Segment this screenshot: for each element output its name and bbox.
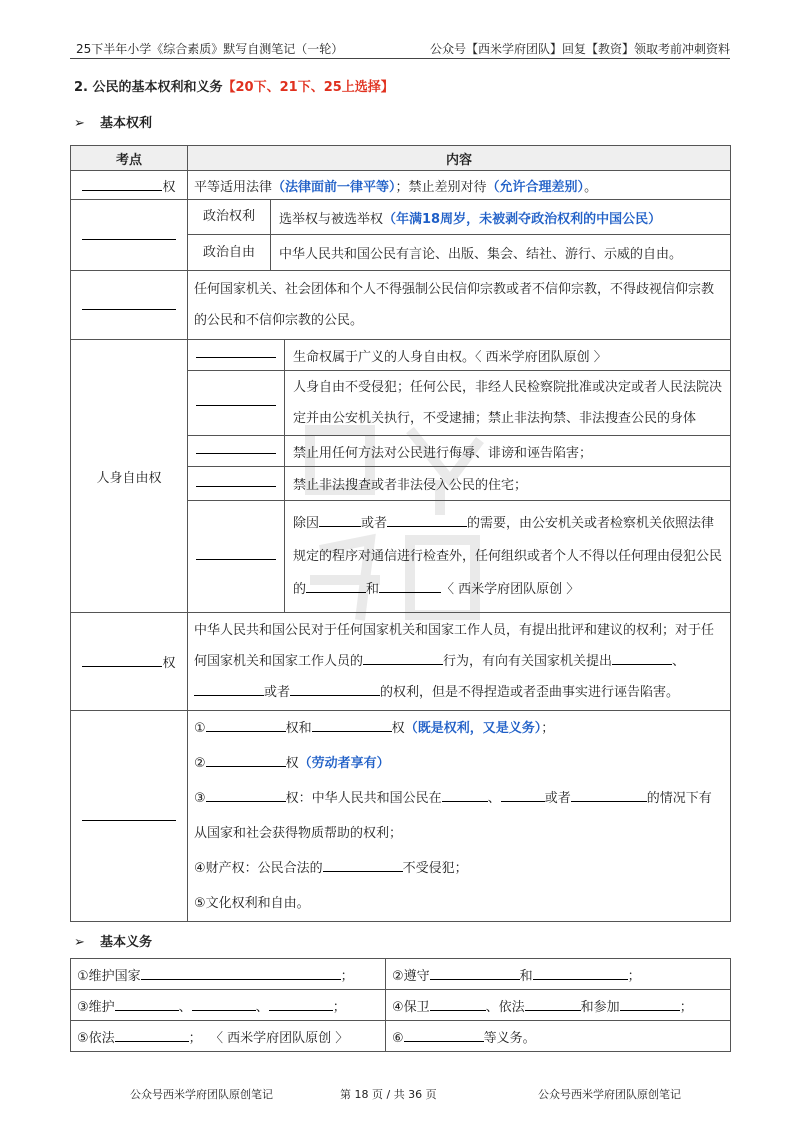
note-text: （允许合理差别） [486,179,585,195]
content-text: 人身自由不受侵犯；任何公民，非经人民检察院批准或决定或者人民法院决定并由公安机关执行，不受逮捕；禁止非法拘禁、非法搜查公民的身体 [293,380,723,426]
answer-blank[interactable] [269,998,333,1011]
footer-right: 公众号西米学府团队原创笔记 [538,1088,681,1101]
table-row [71,171,731,200]
duty-cell [386,959,731,990]
arrow-right-icon: ➢ [74,935,85,950]
text-part: 〈 西米学府团队原创 〉 [209,1030,349,1046]
text-part: ④保卫 [392,999,430,1015]
sub-row-political-rights [188,200,730,234]
section-title [74,76,394,95]
content-cell [188,613,731,711]
answer-blank[interactable] [115,998,179,1011]
answer-blank[interactable] [387,514,467,527]
table-row [71,271,731,340]
text-part: 、 [255,999,269,1015]
answer-blank[interactable] [196,547,276,560]
duty-cell [386,990,731,1021]
content-cell [188,171,731,200]
page-header [70,36,730,59]
row-label: 人身自由权 [71,340,188,613]
duties-table [70,958,731,1052]
header-left: 25下半年小学《综合素质》默写自测笔记（一轮） [76,42,344,56]
text-part: 权和 [285,721,312,736]
text-part: 和 [519,968,533,984]
blank-cell [71,711,188,922]
content-text: 平等适用法律 [194,179,273,195]
line-3 [194,781,724,851]
sub-row [188,500,730,612]
table-row [71,200,731,271]
answer-blank[interactable] [312,719,392,732]
answer-blank[interactable] [82,178,162,191]
line-2 [194,746,724,781]
table-row [71,340,731,613]
content-text: 生命权属于广义的人身自由权。〈 西米学府团队原创 〉 [293,349,607,365]
answer-blank[interactable] [501,789,545,802]
answer-blank[interactable] [141,967,341,980]
note-text: （年满18周岁，未被剥夺政治权利的中国公民） [383,211,662,227]
text-part: 、 [672,654,686,669]
note-text: （既是权利，又是义务） [404,721,542,736]
text-part: ； [679,999,693,1015]
answer-blank[interactable] [82,227,176,240]
content-text: 选举权与被选举权 [279,211,384,227]
table-row [71,990,731,1021]
text-part: 中华人民共和国公民对于任何国家机关和国家工作人员，有提出批评和建议的权利；对于任何国家机关和国家工作人员的 [194,623,715,669]
duties-heading [74,931,152,950]
answer-blank[interactable] [612,652,672,665]
content-text: 任何国家机关、社会团体和个人不得强制公民信仰宗教或者不信仰宗教，不得歧视信仰宗教的公民和不信仰宗教的公民。 [188,271,731,340]
text-part: 〈 西米学府团队原创 〉 [441,582,580,597]
answer-blank[interactable] [571,789,647,802]
sub-row [188,370,730,435]
table-row [71,711,731,922]
text-part: 和参加 [580,999,620,1015]
text-part: 权 [391,721,405,736]
blank-cell [71,271,188,340]
answer-blank[interactable] [206,754,286,767]
text-part: 、依法 [485,999,525,1015]
text-part: 权：中华人民共和国公民在 [285,791,442,806]
answer-blank[interactable] [115,1029,189,1042]
text-part: ③维护 [77,999,115,1015]
text-part: 的权利，但是不得捏造或者歪曲事实进行诬告陷害。 [380,685,680,700]
sub-label: 政治权利 [188,200,271,234]
content-cell [188,200,731,271]
answer-blank[interactable] [323,859,403,872]
answer-blank[interactable] [620,998,680,1011]
answer-blank[interactable] [533,967,628,980]
answer-blank[interactable] [319,514,361,527]
answer-blank[interactable] [194,683,264,696]
text-part: ； [332,999,346,1015]
sub-row-political-freedom [188,234,730,270]
answer-blank[interactable] [290,683,380,696]
text-part: ②遵守 [392,968,430,984]
answer-blank[interactable] [430,967,520,980]
line-4 [194,851,724,886]
duties-heading-text: 基本义务 [100,935,153,950]
blank-cell [71,613,188,711]
sub-row [188,435,730,466]
page-number: 第 18 页 / 共 36 页 [340,1088,437,1101]
text-part: ① [194,721,206,736]
text-part: ； [627,968,641,984]
text-part: 权 [285,756,299,771]
col-header-content: 内容 [188,146,731,171]
text-part: 等义务。 [483,1030,536,1046]
text-part: 、 [487,791,501,806]
note-text: （法律面前一律平等） [272,179,396,195]
answer-blank[interactable] [404,1029,484,1042]
table-row [71,613,731,711]
answer-blank[interactable] [192,998,256,1011]
line-1 [194,711,724,746]
duty-cell [71,959,386,990]
answer-blank[interactable] [82,654,162,667]
note-text: （劳动者享有） [298,756,390,771]
text-part: ⑥ [392,1030,404,1046]
text-part: ； [340,968,354,984]
text-part: 不受侵犯； [402,861,468,876]
content-text: 禁止非法搜查或者非法侵入公民的住宅； [293,478,528,493]
blank-cell [71,171,188,200]
text-part: 的情况下有从国家和社会获得物质帮助的权利； [194,791,712,841]
sub-label: 政治自由 [188,235,271,270]
suffix-text: 权 [162,656,176,671]
text-part: ③ [194,791,206,806]
col-header-topic: 考点 [71,146,188,171]
text-part: 行为，有向有关国家机关提出 [443,654,613,669]
answer-blank[interactable] [206,719,286,732]
answer-blank[interactable] [82,297,176,310]
text-part: 、 [178,999,192,1015]
content-text [285,507,730,606]
content-cell [188,340,731,613]
rights-table [70,145,731,922]
text-part: 或者 [544,791,571,806]
content-text: 中华人民共和国公民有言论、出版、集会、结社、游行、示威的自由。 [279,247,683,262]
arrow-right-icon: ➢ [74,116,85,131]
answer-blank[interactable] [196,393,276,406]
rights-heading-text: 基本权利 [100,116,153,131]
answer-blank[interactable] [206,789,286,802]
duty-cell [386,1021,731,1052]
text-part: ； [188,1030,202,1046]
table-row [71,1021,731,1052]
content-cell [188,711,731,922]
answer-blank[interactable] [306,580,366,593]
text-part: ② [194,756,206,771]
rights-heading [74,112,152,131]
table-row [71,959,731,990]
section-title-text: 2. 公民的基本权利和义务 [74,80,223,95]
duty-cell [71,1021,386,1052]
answer-blank[interactable] [196,441,276,454]
footer-left: 公众号西米学府团队原创笔记 [130,1088,273,1101]
answer-blank[interactable] [430,998,486,1011]
answer-blank[interactable] [363,652,443,665]
sub-row [188,466,730,500]
content-text: ；禁止差别对待 [395,179,487,195]
answer-blank[interactable] [82,808,176,821]
line-5: ⑤文化权利和自由。 [194,896,310,911]
text-part: ⑤依法 [77,1030,115,1046]
blank-cell [71,200,188,271]
text-part: 或者 [361,516,388,531]
text-part: 和 [366,582,380,597]
suffix-text: 权 [162,179,176,195]
answer-blank[interactable] [525,998,581,1011]
sub-row [188,340,730,370]
answer-blank[interactable] [379,580,441,593]
duty-cell [71,990,386,1021]
text-part: ④财产权：公民合法的 [194,861,323,876]
header-right: 公众号【西米学府团队】回复【教资】领取考前冲刺资料 [429,42,730,56]
answer-blank[interactable] [196,345,276,358]
text-part: 除因 [293,516,320,531]
content-text: 禁止用任何方法对公民进行侮辱、诽谤和诬告陷害； [293,445,593,461]
section-tag: 【20下、21下、25上选择】 [222,80,394,95]
answer-blank[interactable] [442,789,488,802]
text-part: ①维护国家 [77,968,141,984]
text-part: ； [541,721,555,736]
answer-blank[interactable] [196,474,276,487]
content-text: 。 [584,179,598,195]
text-part: 的需要，由公安机关或者检察机关依照法律规定的程序对通信进行检查外，任何组织或者个人不得以任何理由侵犯公民的 [293,516,723,597]
text-part: 或者 [264,685,291,700]
